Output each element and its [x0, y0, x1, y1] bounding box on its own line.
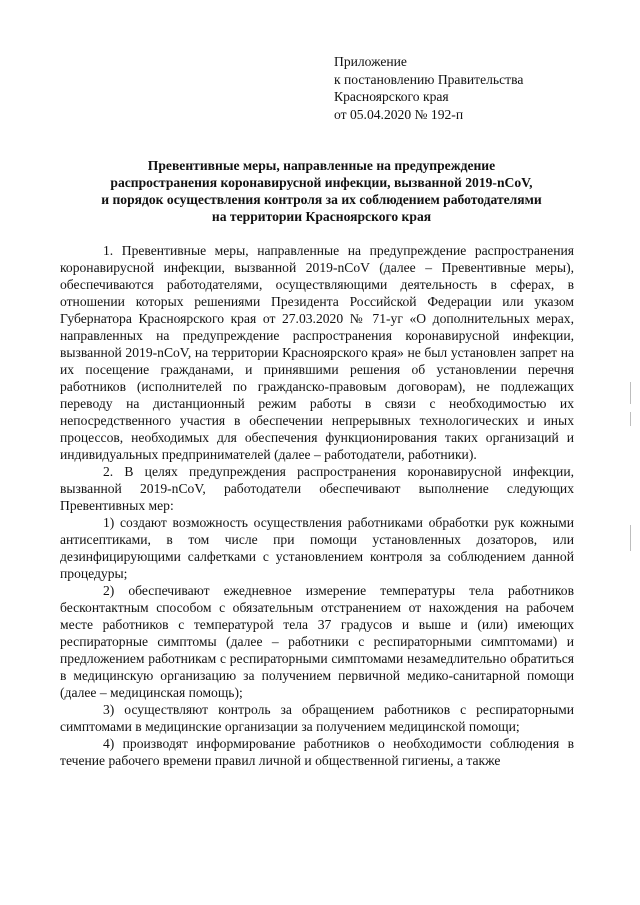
title-line-2: распространения коронавирусной инфекции, вызванной 2019-nCoV,	[110, 175, 533, 190]
title-line-3: и порядок осуществления контроля за их соблюдением работодателями	[101, 192, 542, 207]
paragraph-2: 2. В целях предупреждения распространения коронавирусной инфекции, вызванной 2019-nCoV, работодатели обеспечивают выполнение следующих Превентивных мер:	[60, 464, 574, 513]
scan-edge-mark	[630, 382, 631, 404]
title-line-4: на территории Красноярского края	[211, 209, 432, 224]
paragraph-measure-3: 3) осуществляют контроль за обращением работников с респираторными симптомами в медицинские организации за получением медицинской помощи;	[60, 702, 574, 734]
paragraph-measure-1: 1) создают возможность осуществления работниками обработки рук кожными антисептиками, в том числе при помощи установленных дозаторов, или дезинфицирующими салфетками с установлением контроля за соблюдением данной процедуры;	[60, 515, 574, 581]
scan-edge-mark	[630, 412, 631, 426]
appendix-line-2: к постановлению Правительства	[334, 71, 524, 87]
paragraph-measure-2: 2) обеспечивают ежедневное измерение температуры тела работников бесконтактным способом с обязательным отстранением от нахождения на рабочем месте работников с температурой тела 37 градусов и выше и (или) имеющих респираторные симптомы (далее – работники с респираторными симптомами) и предложением работникам с респираторными симптомами незамедлительно обратиться в медицинскую организацию за получением первичной медико-санитарной помощи (далее – медицинская помощь);	[60, 583, 574, 700]
paragraph-measure-4: 4) производят информирование работников о необходимости соблюдения в течение рабочего времени правил личной и общественной гигиены, а также	[60, 736, 574, 768]
document-body	[60, 242, 574, 769]
scan-edge-mark	[630, 525, 631, 551]
appendix-line-1: Приложение	[334, 54, 407, 69]
appendix-header	[334, 53, 624, 123]
paragraph-1: 1. Превентивные меры, направленные на предупреждение распространения коронавирусной инфекции, вызванной 2019-nCoV (далее – Превентивные меры), обеспечиваются работодателями, осуществляющими деятельность в сферах, в отношении которых решениями Президента Российской Федерации или указом Губернатора Красноярского края от 27.03.2020 № 71-уг «О дополнительных мерах, направленных на предупреждение распространения коронавирусной инфекции, вызванной 2019-nCoV, на территории Красноярского края» не был установлен запрет на их посещение гражданами, и принявшими решения об установлении перечня работников (исполнителей по гражданско-правовым договорам), не подлежащих переводу на дистанционный режим работы в связи с необходимостью их непосредственного участия в обеспечении непрерывных технологических и иных процессов, необходимых для обеспечения функционирования таких организаций и индивидуальных предпринимателей (далее – работодатели, работники).	[60, 243, 574, 462]
appendix-line-4: от 05.04.2020 № 192-п	[334, 106, 464, 122]
appendix-line-3: Красноярского края	[334, 89, 449, 104]
title-line-1: Превентивные меры, направленные на предупреждение	[147, 158, 496, 173]
document-title	[40, 157, 603, 225]
